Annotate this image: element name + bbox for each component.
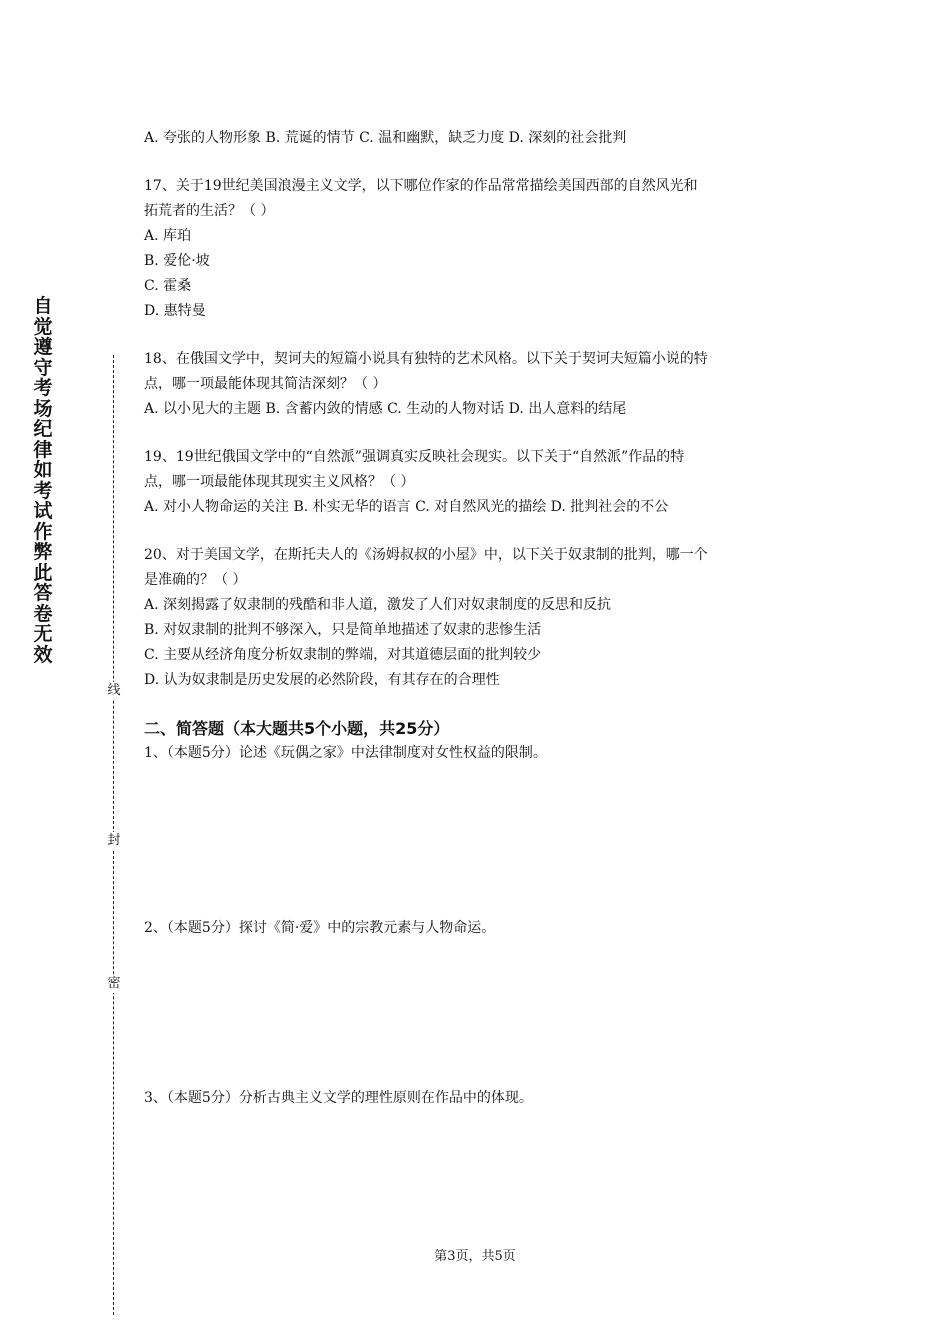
short-answer-question-1: 1、（本题5分）论述《玩偶之家》中法律制度对女性权益的限制。 (144, 745, 547, 761)
option-a: A. 库珀 (144, 228, 192, 244)
option-d: D. 认为奴隶制是历史发展的必然阶段，有其存在的合理性 (144, 672, 500, 688)
page-number: 第3页，共5页 (434, 1249, 516, 1264)
option-d: D. 惠特曼 (144, 303, 206, 319)
question-17-stem-line2: 拓荒者的生活？（ ） (144, 203, 275, 219)
option-b: B. 爱伦·坡 (144, 253, 210, 269)
question-18 (144, 347, 824, 422)
cut-label-line: 线 (107, 683, 121, 698)
cut-label-seal: 封 (107, 833, 121, 848)
question-16-options: A. 夸张的人物形象 B. 荒诞的情节 C. 温和幽默，缺乏力度 D. 深刻的社会批判 (144, 130, 627, 146)
question-19-stem-line2: 点，哪一项最能体现其现实主义风格？（ ） (144, 474, 415, 490)
short-answer-question-2: 2、（本题5分）探讨《简·爱》中的宗教元素与人物命运。 (144, 920, 496, 936)
question-18-stem-line1: 18、在俄国文学中，契诃夫的短篇小说具有独特的艺术风格。以下关于契诃夫短篇小说的特 (144, 351, 708, 367)
question-18-stem-line2: 点，哪一项最能体现其简洁深刻？（ ） (144, 376, 387, 392)
cut-label-secret: 密 (107, 976, 121, 991)
question-17-stem-line1: 17、关于19世纪美国浪漫主义文学，以下哪位作家的作品常常描绘美国西部的自然风光和 (144, 178, 698, 194)
question-20 (144, 543, 824, 693)
short-answer-question-3: 3、（本题5分）分析古典主义文学的理性原则在作品中的体现。 (144, 1090, 533, 1106)
question-16 (144, 126, 824, 151)
exam-content (144, 126, 824, 1111)
option-a: A. 深刻揭露了奴隶制的残酷和非人道，激发了人们对奴隶制度的反思和反抗 (144, 597, 612, 613)
question-20-stem-line1: 20、对于美国文学，在斯托夫人的《汤姆叔叔的小屋》中，以下关于奴隶制的批判，哪一个 (144, 547, 708, 563)
answer-space (144, 941, 824, 1086)
option-c: C. 主要从经济角度分析奴隶制的弊端，对其道德层面的批判较少 (144, 647, 542, 663)
exam-discipline-notice: 自觉遵守考场纪律如考试作弊此答卷无效 (33, 295, 53, 666)
answer-space (144, 766, 824, 916)
question-19-options: A. 对小人物命运的关注 B. 朴实无华的语言 C. 对自然风光的描绘 D. 批判社会的不公 (144, 499, 669, 515)
question-19 (144, 445, 824, 520)
option-c: C. 霍桑 (144, 278, 192, 294)
option-b: B. 对奴隶制的批判不够深入，只是简单地描述了奴隶的悲惨生活 (144, 622, 542, 638)
question-17 (144, 174, 824, 324)
section-title: 二、简答题（本大题共5个小题，共25分） (144, 719, 450, 738)
question-20-stem-line2: 是准确的？（ ） (144, 572, 247, 588)
question-18-options: A. 以小见大的主题 B. 含蓄内敛的情感 C. 生动的人物对话 D. 出人意料的结尾 (144, 401, 627, 417)
question-19-stem-line1: 19、19世纪俄国文学中的“自然派”强调真实反映社会现实。以下关于“自然派”作品的特 (144, 449, 685, 465)
